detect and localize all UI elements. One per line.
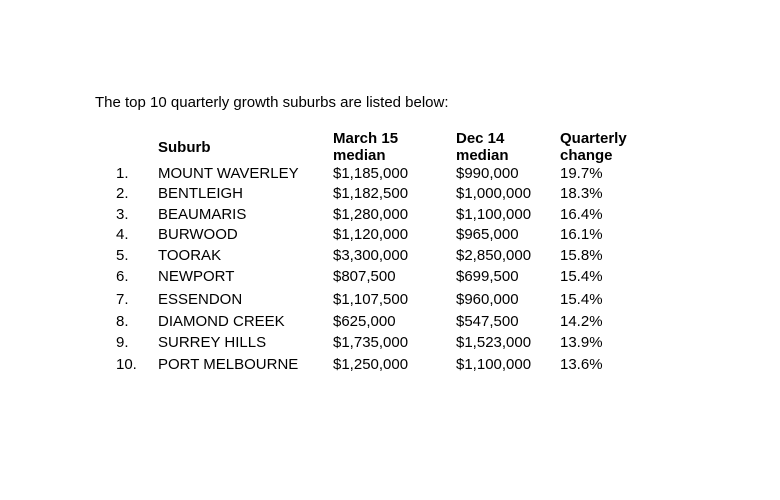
row-dec-median: $965,000 [456,226,519,243]
row-suburb: ESSENDON [158,291,243,308]
row-rank: 2. [116,185,129,202]
header-march [333,130,398,164]
row-march-median: $625,000 [333,313,396,330]
header-dec-line1: Dec 14 [456,130,505,147]
row-march-median: $1,182,500 [333,185,409,202]
row-rank: 1. [116,165,129,182]
row-suburb: NEWPORT [158,268,235,285]
row-rank: 7. [116,291,129,308]
row-suburb: BENTLEIGH [158,185,244,202]
row-suburb: MOUNT WAVERLEY [158,165,299,182]
row-change: 15.4% [560,268,603,285]
row-march-median: $1,280,000 [333,206,409,223]
row-suburb: DIAMOND CREEK [158,313,285,330]
row-rank: 6. [116,268,129,285]
header-march-line2: median [333,147,386,164]
header-dec [456,130,509,164]
row-dec-median: $1,000,000 [456,185,532,202]
row-rank: 5. [116,247,129,264]
row-dec-median: $990,000 [456,165,519,182]
row-change: 13.6% [560,356,603,373]
header-change-line1: Quarterly [560,130,627,147]
row-change: 15.4% [560,291,603,308]
row-dec-median: $1,100,000 [456,356,532,373]
row-march-median: $807,500 [333,268,396,285]
row-change: 18.3% [560,185,603,202]
row-change: 14.2% [560,313,603,330]
row-march-median: $3,300,000 [333,247,409,264]
row-change: 15.8% [560,247,603,264]
row-suburb: BURWOOD [158,226,238,243]
row-dec-median: $960,000 [456,291,519,308]
row-march-median: $1,107,500 [333,291,409,308]
row-change: 13.9% [560,334,603,351]
intro-text: The top 10 quarterly growth suburbs are listed below: [95,94,449,111]
row-dec-median: $1,100,000 [456,206,532,223]
row-rank: 3. [116,206,129,223]
row-rank: 10. [116,356,137,373]
header-change [560,130,627,164]
row-change: 19.7% [560,165,603,182]
row-suburb: SURREY HILLS [158,334,267,351]
row-dec-median: $547,500 [456,313,519,330]
row-suburb: BEAUMARIS [158,206,247,223]
header-dec-line2: median [456,147,509,164]
row-change: 16.4% [560,206,603,223]
row-march-median: $1,735,000 [333,334,409,351]
row-suburb: PORT MELBOURNE [158,356,299,373]
header-march-line1: March 15 [333,130,399,147]
row-suburb: TOORAK [158,247,222,264]
row-rank: 8. [116,313,129,330]
row-dec-median: $1,523,000 [456,334,532,351]
row-march-median: $1,120,000 [333,226,409,243]
row-dec-median: $699,500 [456,268,519,285]
row-dec-median: $2,850,000 [456,247,532,264]
row-rank: 4. [116,226,129,243]
row-rank: 9. [116,334,129,351]
row-march-median: $1,185,000 [333,165,409,182]
row-march-median: $1,250,000 [333,356,409,373]
row-change: 16.1% [560,226,603,243]
header-change-line2: change [560,147,613,164]
header-suburb: Suburb [158,139,211,156]
